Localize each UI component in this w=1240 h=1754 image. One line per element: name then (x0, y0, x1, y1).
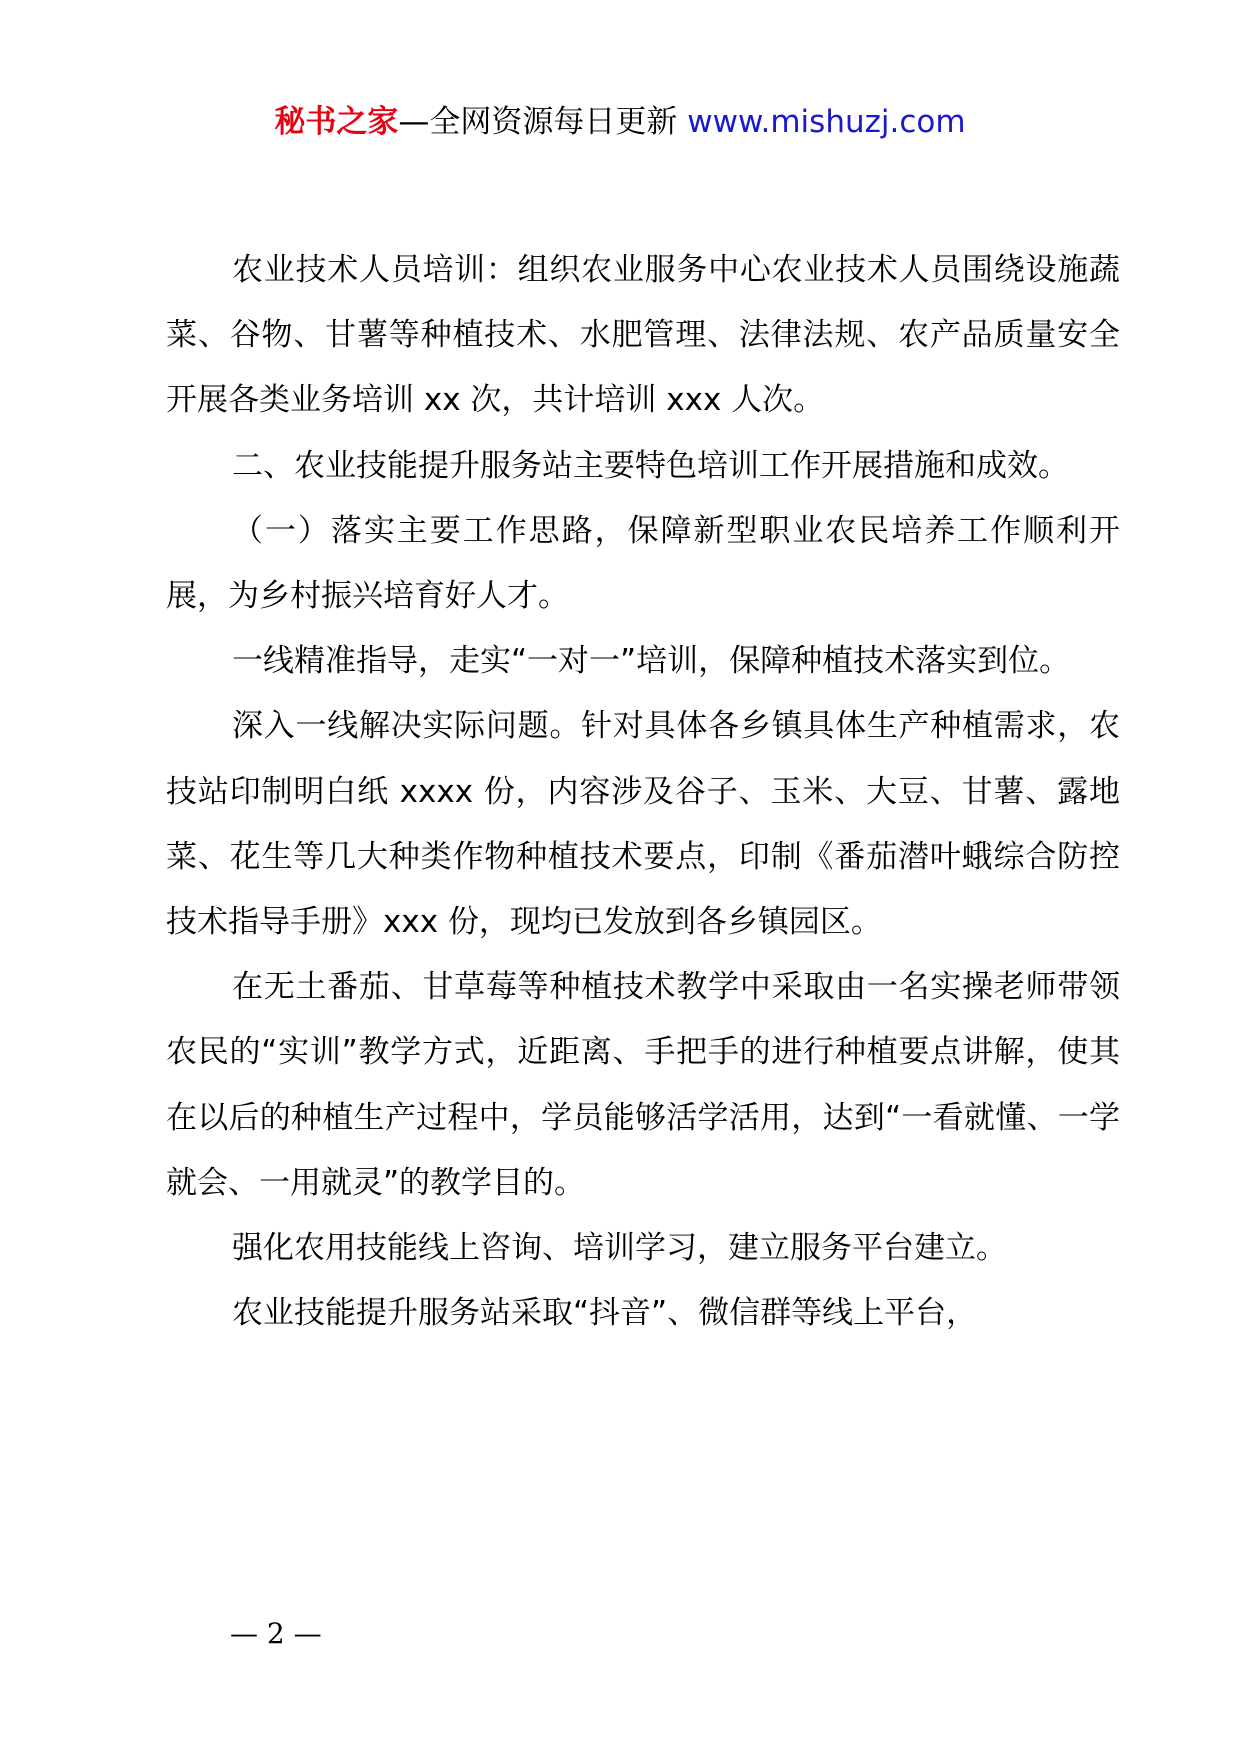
paragraph-guidance: 一线精准指导，走实“一对一”培训，保障种植技术落实到位。 (232, 643, 1071, 680)
paragraph-training: 农业技术人员培训：组织农业服务中心农业技术人员围绕设施蔬菜、谷物、甘薯等种植技术、水肥管理、法律法规、农产品质量安全开展各类业务培训 xx 次，共计培训 xxx 人次。 (166, 252, 1120, 419)
header-url-link[interactable]: www.mishuzj.com (687, 104, 966, 140)
subsection-heading-1: （一）落实主要工作思路，保障新型职业农民培养工作顺利开展，为乡村振兴培育好人才。 (166, 512, 1120, 615)
header-slogan: —全网资源每日更新 (398, 104, 688, 140)
paragraph-online-platform: 强化农用技能线上咨询、培训学习，建立服务平台建立。 (232, 1230, 1007, 1267)
paragraph-field-problems: 深入一线解决实际问题。针对具体各乡镇具体生产种植需求，农技站印制明白纸 xxxx 份，内容涉及谷子、玉米、大豆、甘薯、露地菜、花生等几大种类作物种植技术要点，印制《番茄潜叶蛾综合防控技术指导手册》xxx 份，现均已发放到各乡镇园区。 (166, 708, 1120, 941)
header-brand: 秘书之家 (274, 104, 399, 140)
paragraph-practical-teaching: 在无土番茄、甘草莓等种植技术教学中采取由一名实操老师带领农民的“实训”教学方式，近距离、手把手的进行种植要点讲解，使其在以后的种植生产过程中，学员能够活学活用，达到“一看就懂、一学就会、一用就灵”的教学目的。 (166, 969, 1120, 1201)
page-header (0, 100, 1240, 144)
page-number: — 2 — (230, 1617, 322, 1650)
document-body (166, 238, 1120, 1346)
section-heading-2: 二、农业技能提升服务站主要特色培训工作开展措施和成效。 (232, 447, 1069, 484)
paragraph-online-channels: 农业技能提升服务站采取“抖音”、微信群等线上平台， (232, 1295, 978, 1332)
